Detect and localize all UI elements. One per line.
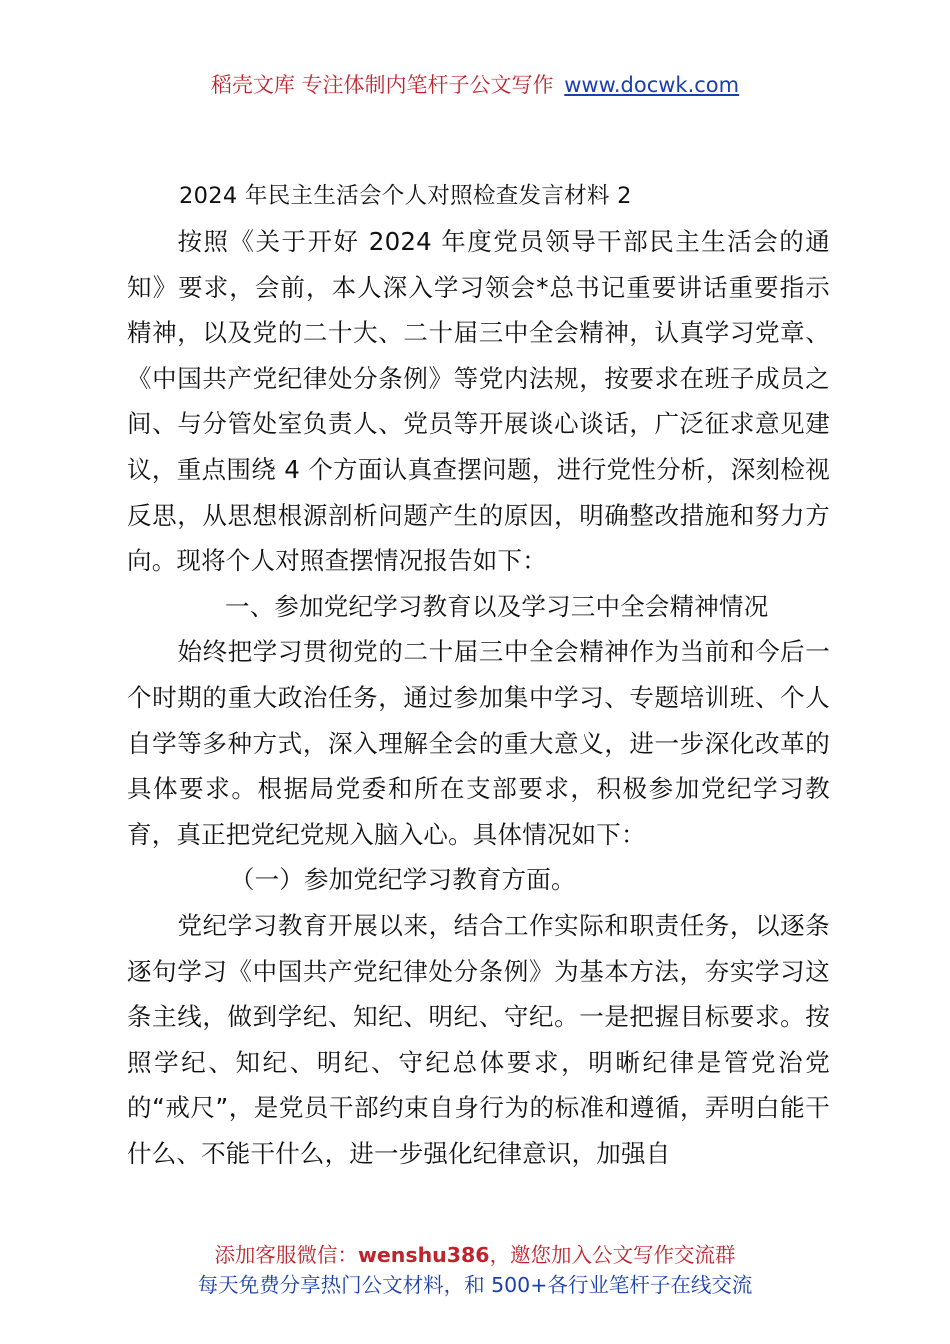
footer-wechat-suffix: ，邀您加入公文写作交流群 — [489, 1243, 736, 1267]
paragraph-section-1: 始终把学习贯彻党的二十届三中全会精神作为当前和今后一个时期的重大政治任务，通过参加集中学习、专题培训班、个人自学等多种方式，深入理解全会的重大意义，进一步深化改革的具体要求。根据局党委和所在支部要求，积极参加党纪学习教育，真正把党纪党规入脑入心。具体情况如下： — [127, 637, 830, 849]
page-footer — [0, 1240, 950, 1300]
header-brand: 稻壳文库 专注体制内笔杆子公文写作 — [210, 73, 554, 97]
footer-wechat-prefix: 添加客服微信： — [214, 1243, 358, 1267]
paragraph-subsection-1: 党纪学习教育开展以来，结合工作实际和职责任务，以逐条逐句学习《中国共产党纪律处分条例》为基本方法，夯实学习这条主线，做到学纪、知纪、明纪、守纪。一是把握目标要求。按照学纪、知纪、明纪、守纪总体要求，明晰纪律是管党治党的“戒尺”，是党员干部约束自身行为的标准和遵循，弄明白能干什么、不能干什么，进一步强化纪律意识，加强自 — [127, 910, 830, 1168]
subsection-heading-1: （一）参加党纪学习教育方面。 — [229, 865, 576, 895]
footer-wechat-id: wenshu386 — [357, 1243, 490, 1267]
paragraph-intro: 按照《关于开好 2024 年度党员领导干部民主生活会的通知》要求，会前，本人深入学习领会*总书记重要讲话重要指示精神，以及党的二十大、二十届三中全会精神，认真学习党章、《中国共产党纪律处分条例》等党内法规，按要求在班子成员之间、与分管处室负责人、党员等开展谈心谈话，广泛征求意见建议，重点围绕 4 个方面认真查摆问题，进行党性分析，深刻检视反思，从思想根源剖析问题产生的原因，明确整改措施和努力方向。现将个人对照查摆情况报告如下： — [127, 227, 830, 576]
document-title: 2024 年民主生活会个人对照检查发言材料 2 — [179, 183, 632, 209]
page-header — [0, 70, 950, 100]
footer-wechat-line — [0, 1240, 950, 1270]
header-url-link[interactable]: www.docwk.com — [564, 73, 740, 97]
document-body — [127, 173, 830, 1176]
section-heading-1: 一、参加党纪学习教育以及学习三中全会精神情况 — [225, 591, 769, 621]
footer-share-line: 每天免费分享热门公文材料，和 500+各行业笔杆子在线交流 — [197, 1273, 753, 1297]
